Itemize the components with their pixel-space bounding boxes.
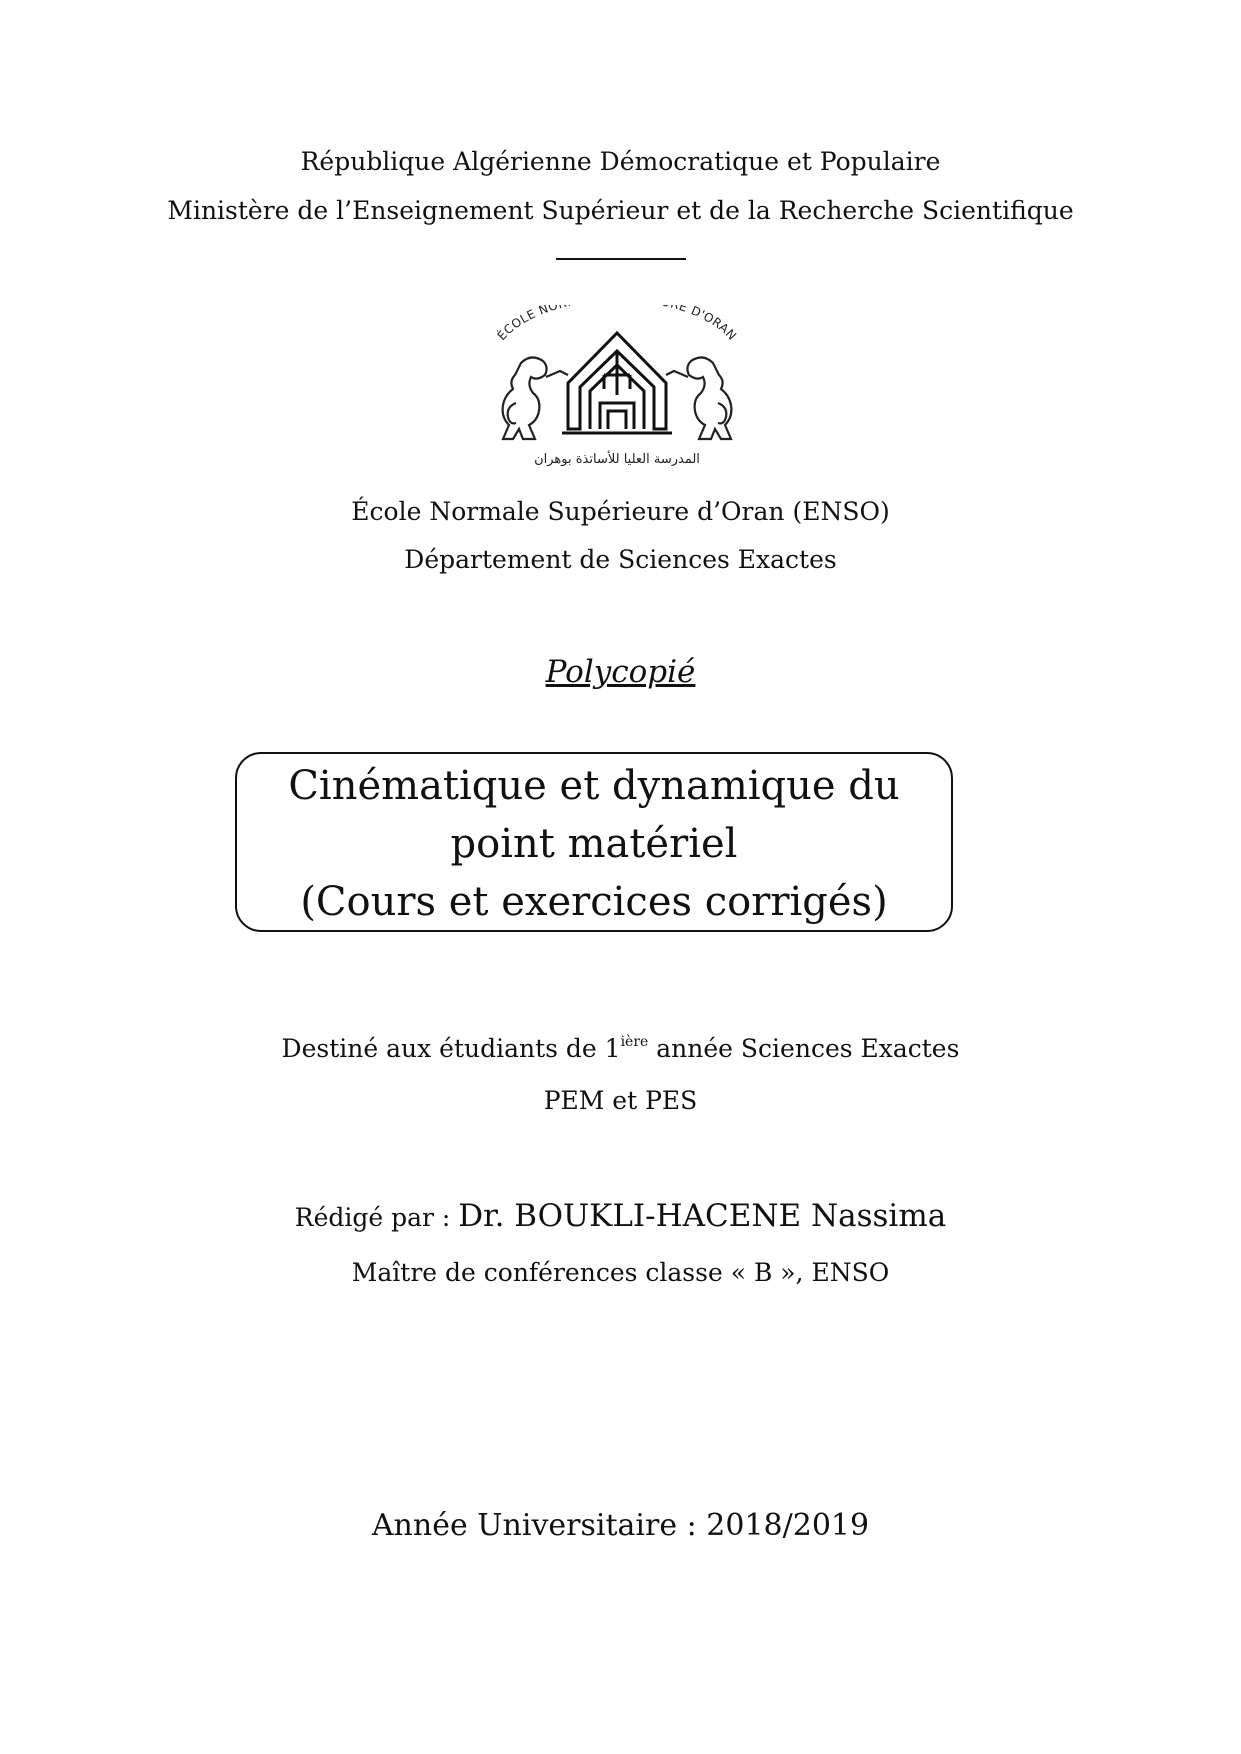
audience-line (0, 1034, 1241, 1063)
academic-year: Année Universitaire : 2018/2019 (371, 1508, 870, 1543)
enso-logo (476, 305, 758, 475)
ministry-heading: Ministère de l’Enseignement Supérieur et de la Recherche Scientifique (167, 196, 1074, 225)
department-name: Département de Sciences Exactes (404, 545, 837, 574)
title-line-2: point matériel (450, 821, 738, 867)
title-line-3: (Cours et exercices corrigés) (300, 879, 888, 925)
audience-suffix: année Sciences Exactes (648, 1034, 960, 1063)
republic-heading: République Algérienne Démocratique et Populaire (300, 147, 941, 176)
author-rank: Maître de conférences classe « B », ENSO (351, 1258, 890, 1287)
school-name: École Normale Supérieure d’Oran (ENSO) (351, 497, 890, 526)
svg-text:ÉCOLE NORMALE SUPÉRIEURE D'ORA: ÉCOLE NO E D'ORAN (494, 305, 740, 344)
audience-prefix: Destiné aux étudiants de 1 (281, 1034, 621, 1063)
right-lion-icon (666, 357, 731, 439)
author-label: Rédigé par : (294, 1203, 459, 1232)
author-line (0, 1198, 1241, 1234)
author-name: Dr. BOUKLI-HACENE Nassima (458, 1198, 947, 1234)
title-box (235, 752, 953, 932)
header-divider (556, 258, 686, 260)
svg-text:المدرسة العليا للأساتذة بوهران: المدرسة العليا للأساتذة بوهران (534, 452, 700, 467)
gate-icon (562, 333, 672, 433)
programs-line: PEM et PES (543, 1086, 698, 1115)
title-line-1: Cinématique et dynamique du (288, 763, 900, 809)
left-lion-icon (503, 357, 568, 439)
document-type: Polycopié (545, 654, 696, 690)
audience-superscript: ière (620, 1034, 649, 1050)
